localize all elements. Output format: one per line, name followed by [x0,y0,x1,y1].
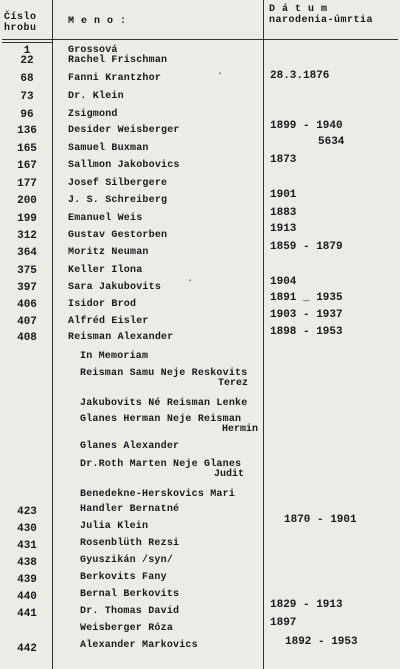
grave-number: 438 [17,557,37,569]
person-name: J. S. Schreiberg [68,195,168,206]
person-name: Dr. Thomas David [80,606,180,617]
life-dates: 1873 [270,154,297,166]
life-dates: 1898 - 1953 [270,326,343,338]
header-grave-number-line1: Číslo [4,12,37,23]
person-name: Bernal Berkovits [80,589,180,600]
column-divider-left [52,0,53,669]
grave-number: 408 [17,332,37,344]
grave-number: 68 [20,73,34,85]
life-dates: 1904 [270,276,297,288]
grave-number: 200 [17,195,37,207]
grave-number: 439 [17,574,37,586]
person-name: Josef Silbergere [68,178,168,189]
grave-number: 430 [17,523,37,535]
grave-number: 136 [17,125,37,137]
person-name: Berkovits Fany [80,572,167,583]
person-name-continued: Hermin [222,424,259,435]
person-name: Alexander Markovics [80,640,198,651]
life-dates: 1870 - 1901 [284,514,357,526]
extra-note: 5634 [318,136,345,148]
person-name: Benedekne-Herskovics Mari [80,489,236,500]
person-name: Fanni Krantzhor [68,73,162,84]
header-name: M e n o : [68,16,127,27]
grave-number: 442 [17,643,37,655]
grave-number: 431 [17,540,37,552]
life-dates: 1901 [270,189,297,201]
column-divider-right [263,0,264,669]
person-name-continued: Judit [214,469,245,480]
person-name: Handler Bernatné [80,504,180,515]
grave-number: 441 [17,608,37,620]
person-name: Dr.Roth Marten Neje Glanes [80,459,242,470]
person-name: In Memoriam [80,351,149,362]
stray-mark: · [217,69,224,80]
header-dates-line1: D á t u m [269,4,328,15]
person-name: Zsigmond [68,109,118,120]
life-dates: 1891 _ 1935 [270,292,343,304]
life-dates: 28.3.1876 [270,70,330,82]
person-name: Julia Klein [80,521,149,532]
life-dates: 1829 - 1913 [270,599,343,611]
grave-number: 165 [17,143,37,155]
person-name: Samuel Buxman [68,143,149,154]
grave-number: 375 [17,265,37,277]
life-dates: 1897 [270,617,297,629]
grave-number: 167 [17,160,37,172]
person-name-continued: Terez [218,378,249,389]
person-name: Sara Jakubovits [68,282,162,293]
person-name: Dr. Klein [68,91,124,102]
person-name: Emanuel Weis [68,213,143,224]
person-name: Sallmon Jakobovics [68,160,180,171]
person-name: Desider Weisberger [68,125,180,136]
grave-number: 73 [20,91,34,103]
grave-number: 22 [20,55,34,67]
grave-number: 96 [20,109,34,121]
life-dates: 1903 - 1937 [270,309,343,321]
header-rule-second [2,42,52,43]
person-name: Keller Ilona [68,265,143,276]
life-dates: 1913 [270,223,297,235]
stray-mark: · [187,276,194,287]
person-name: Moritz Neuman [68,247,149,258]
life-dates: 1892 - 1953 [285,636,358,648]
grave-number: 364 [17,247,37,259]
grave-number: 312 [17,230,37,242]
grave-number: 406 [17,299,37,311]
person-name: Reisman Alexander [68,332,174,343]
person-name: Jakubovits Né Reisman Lenke [80,398,248,409]
grave-number: 407 [17,316,37,328]
header-grave-number-line2: hrobu [4,23,37,34]
grave-number: 199 [17,213,37,225]
person-name: Gyuszikán /syn/ [80,555,174,566]
header-dates [269,4,373,26]
header-grave-number [4,12,37,34]
grave-number: 397 [17,282,37,294]
header-rule [2,39,398,40]
person-name: Glanes Alexander [80,441,180,452]
life-dates: 1859 - 1879 [270,241,343,253]
person-name: Rosenblüth Rezsi [80,538,180,549]
person-name: Rachel Frischman [68,55,168,66]
life-dates: 1883 [270,207,297,219]
life-dates: 1899 - 1940 [270,120,343,132]
header-dates-line2: narodenia-úmrtia [269,15,374,26]
grave-number: 423 [17,506,37,518]
grave-number: 1 [23,45,31,57]
person-name: Alfréd Eisler [68,316,149,327]
person-name: Grossová [68,45,118,56]
person-name: Glanes Herman Neje Reisman [80,414,242,425]
person-name: Isidor Brod [68,299,137,310]
person-name: Gustav Gestorben [68,230,168,241]
person-name: Reisman Samu Neje Reskovits [80,368,248,379]
grave-number: 440 [17,591,37,603]
grave-number: 177 [17,178,37,190]
person-name: Weisberger Róza [80,623,174,634]
